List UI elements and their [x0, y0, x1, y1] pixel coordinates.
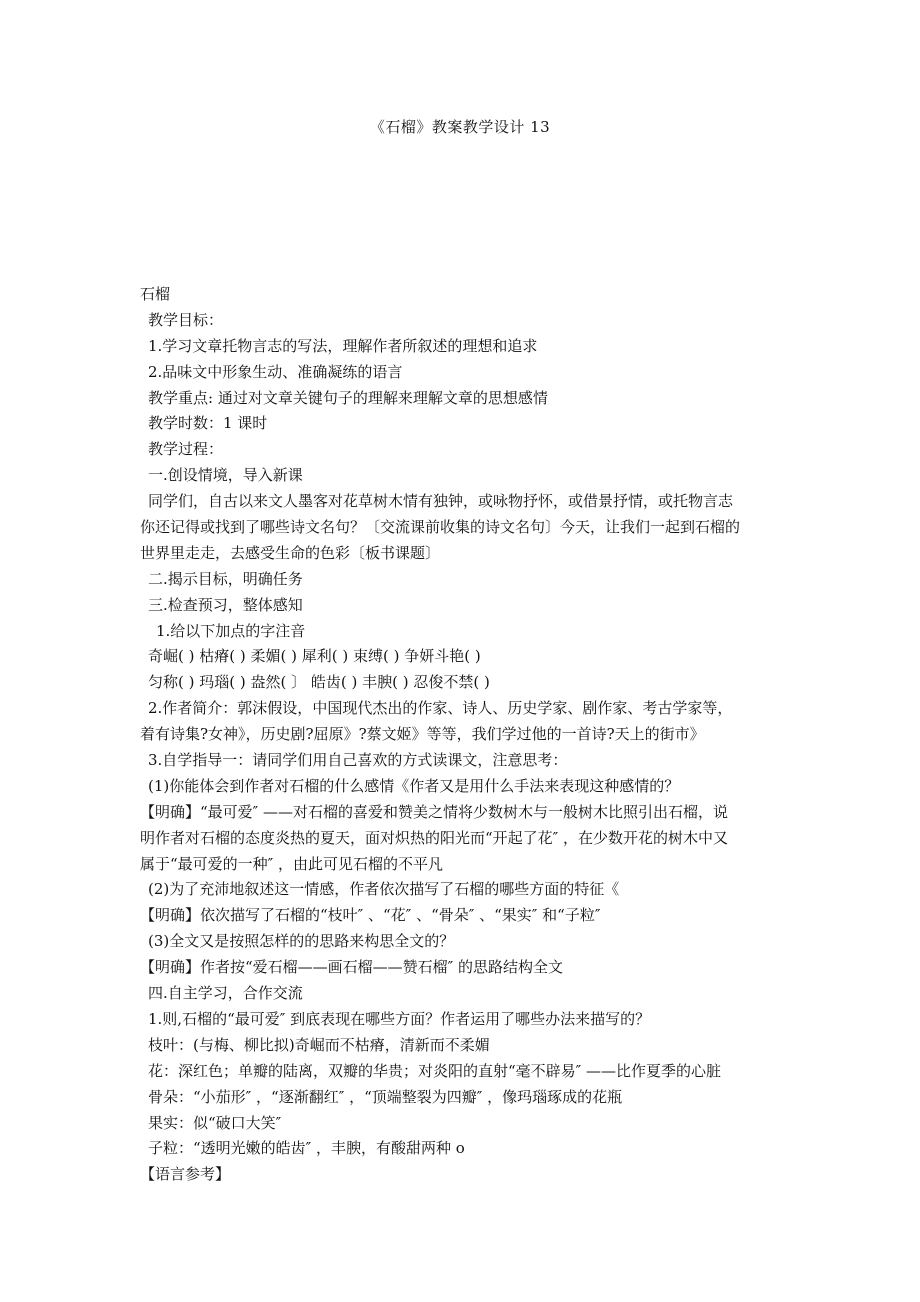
paragraph-line: 2.品味文中形象生动、准确凝练的语言 [148, 362, 403, 381]
paragraph-line: 花：深红色；单瓣的陆离，双瓣的华贵；对炎阳的直射“毫不辟易″ ——比作夏季的心脏 [148, 1061, 722, 1080]
paragraph-line: (1)你能体会到作者对石榴的什么感情《作者又是用什么手法来表现这种感情的？ [148, 776, 680, 795]
paragraph-line: (3)全文又是按照怎样的的思路来构思全文的？ [148, 932, 455, 951]
paragraph-line: 属于“最可爱的一种″ ，由此可见石榴的不平凡 [140, 854, 444, 873]
paragraph-line: 着有诗集?女神》，历史剧?屈原》?蔡文姬》等等，我们学过他的一首诗?天上的街市》 [140, 725, 705, 744]
paragraph-line: 你还记得或找到了哪些诗文名句？〔交流课前收集的诗文名句〕今天，让我们一起到石榴的 [140, 518, 741, 537]
paragraph-line: 教学目标： [148, 310, 224, 329]
paragraph-line: 枝叶：(与梅、柳比拟)奇崛而不枯瘠，清新而不柔媚 [148, 1035, 490, 1054]
paragraph-line: 世界里走走，去感受生命的色彩〔板书课题〕 [140, 543, 441, 562]
paragraph-line: 【明确】依次描写了石榴的“枝叶″ 、“花″ 、“骨朵″ 、“果实″ 和“子粒″ [140, 906, 601, 925]
paragraph-line: 【明确】“最可爱″ ——对石榴的喜爱和赞美之情将少数树木与一般树木比照引出石榴，说 [140, 802, 729, 821]
paragraph-line: 奇崛( ) 枯瘠( ) 柔媚( ) 犀利( ) 束缚( ) 争妍斗艳( ) [148, 647, 481, 666]
paragraph-line: 三.检查预习，整体感知 [148, 595, 303, 614]
paragraph-line: 明作者对石榴的态度炎热的夏天，面对炽热的阳光而“开起了花″ ，在少数开花的树木中又 [140, 828, 729, 847]
paragraph-line: 同学们，自古以来文人墨客对花草树木情有独钟，或咏物抒怀，或借景抒情，或托物言志 [148, 492, 734, 511]
paragraph-line: 3.自学指导一：请同学们用自己喜欢的方式读课文，注意思考： [148, 751, 568, 770]
paragraph-line: 石榴 [140, 285, 171, 303]
paragraph-line: 四.自主学习，合作交流 [148, 984, 303, 1003]
paragraph-line: 二.揭示目标，明确任务 [148, 569, 303, 588]
paragraph-line: 匀称( ) 玛瑙( ) 盎然( 〕 皓齿( ) 丰腴( ) 忍俊不禁( ) [148, 673, 490, 692]
document-body [140, 282, 785, 1188]
paragraph-line: 教学时数：1 课时 [148, 414, 268, 433]
paragraph-line: 教学过程： [148, 440, 224, 459]
paragraph-line: 【明确】作者按“爱石榴——画石榴——赞石榴″ 的思路结构全文 [140, 958, 564, 977]
paragraph-line: 1.给以下加点的字注音 [156, 621, 306, 640]
paragraph-line: 子粒：“透明光嫩的皓齿″ ，丰腴，有酸甜两种 o [148, 1139, 465, 1158]
paragraph-line: (2)为了充沛地叙述这一情感，作者依次描写了石榴的哪些方面的特征《 [148, 880, 620, 899]
paragraph-line: 1.学习文章托物言志的写法，理解作者所叙述的理想和追求 [148, 336, 538, 355]
paragraph-line: 一.创设情境，导入新课 [148, 466, 303, 485]
paragraph-line: 果实：似“破口大笑″ [148, 1113, 282, 1132]
paragraph-line: 2.作者简介：郭沫假设，中国现代杰出的作家、诗人、历史学家、剧作家、考古学家等， [148, 699, 733, 718]
paragraph-line: 1.则,石榴的“最可爱″ 到底表现在哪些方面？作者运用了哪些办法来描写的？ [148, 1009, 651, 1028]
paragraph-line: 【语言参考】 [140, 1165, 231, 1184]
paragraph-line: 教学重点: 通过对文章关键句子的理解来理解文章的思想感情 [148, 388, 548, 407]
document-title: 《石榴》教案教学设计 13 [369, 118, 551, 136]
paragraph-line: 骨朵：“小茄形″ ，“逐渐翻红″ ，“顶端整裂为四瓣″ ，像玛瑙琢成的花瓶 [148, 1087, 623, 1106]
